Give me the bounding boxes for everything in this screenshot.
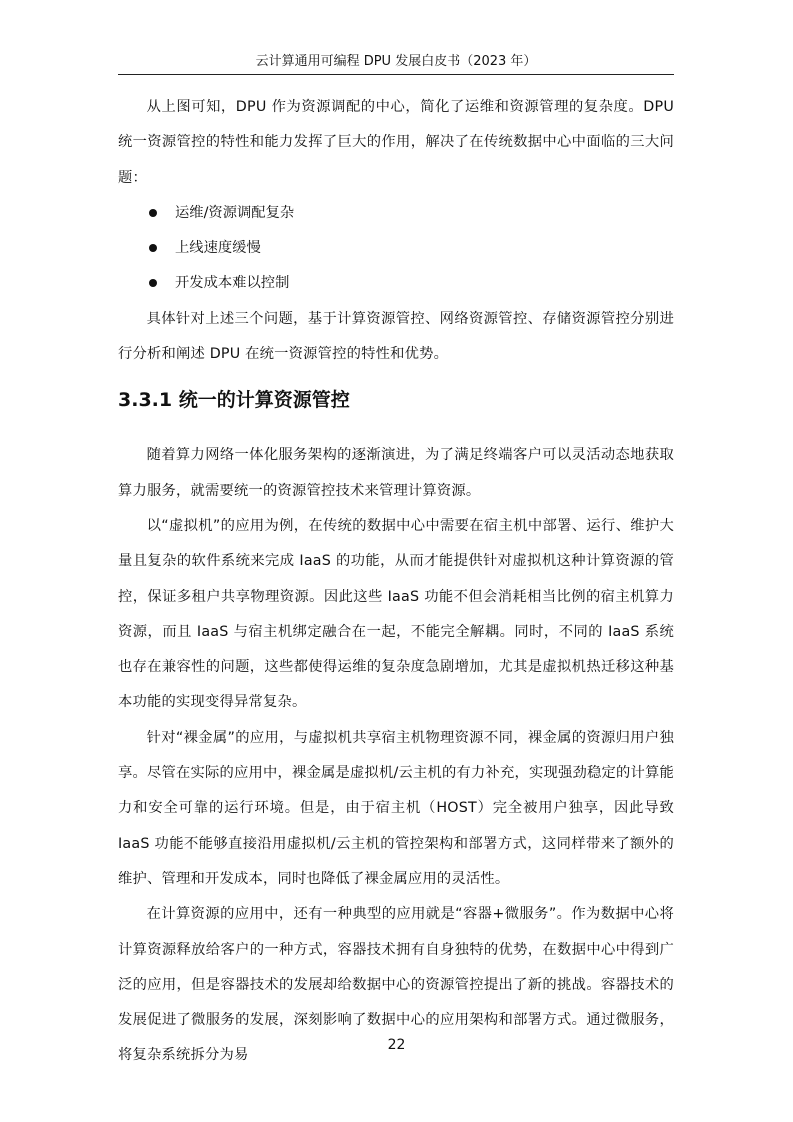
problem-list — [118, 196, 674, 302]
page-body — [118, 90, 674, 1074]
header-divider — [118, 74, 674, 75]
bullet-icon — [149, 244, 157, 252]
body-paragraph: 随着算力网络一体化服务架构的逐渐演进，为了满足终端客户可以灵活动态地获取算力服务，就需要统一的资源管控技术来管理计算资源。 — [118, 447, 674, 499]
bullet-icon — [149, 279, 157, 287]
list-item — [118, 196, 674, 231]
page-number: 22 — [387, 1037, 406, 1053]
list-item — [118, 266, 674, 301]
bullet-icon — [149, 209, 157, 217]
intro-paragraph: 从上图可知，DPU 作为资源调配的中心，简化了运维和资源管理的复杂度。DPU 统一资源管控的特性和能力发挥了巨大的作用，解决了在传统数据中心中面临的三大问题： — [118, 99, 674, 186]
running-header: 云计算通用可编程 DPU 发展白皮书（2023 年） — [255, 54, 537, 69]
body-paragraph: 以“虚拟机”的应用为例，在传统的数据中心中需要在宿主机中部署、运行、维护大量且复杂的软件系统来完成 IaaS 的功能，从而才能提供针对虚拟机这种计算资源的管控，保证多租户共享物理资源。因此这些 IaaS 功能不但会消耗相当比例的宿主机算力资源，而且 IaaS 与宿主机绑定融合在一起，不能完全解耦。同时，不同的 IaaS 系统也存在兼容性的问题，这些都使得运维的复杂度急剧增加，尤其是虚拟机热迁移这种基本功能的实现变得异常复杂。 — [118, 517, 674, 711]
list-item-text: 上线速度缓慢 — [175, 240, 261, 257]
list-item — [118, 231, 674, 266]
section-heading: 3.3.1 统一的计算资源管控 — [118, 389, 350, 412]
body-paragraph: 在计算资源的应用中，还有一种典型的应用就是“容器+微服务”。作为数据中心将计算资源释放给客户的一种方式，容器技术拥有自身独特的优势，在数据中心中得到广泛的应用，但是容器技术的发展却给数据中心的资源管控提出了新的挑战。容器技术的发展促进了微服务的发展，深刻影响了数据中心的应用架构和部署方式。通过微服务，将复杂系统拆分为易 — [118, 906, 674, 1064]
body-paragraph: 针对“裸金属”的应用，与虚拟机共享宿主机物理资源不同，裸金属的资源归用户独享。尽管在实际的应用中，裸金属是虚拟机/云主机的有力补充，实现强劲稳定的计算能力和安全可靠的运行环境。但是，由于宿主机（HOST）完全被用户独享，因此导致 IaaS 功能不能够直接沿用虚拟机/云主机的管控架构和部署方式，这同样带来了额外的维护、管理和开发成本，同时也降低了裸金属应用的灵活性。 — [118, 729, 674, 887]
summary-paragraph: 具体针对上述三个问题，基于计算资源管控、网络资源管控、存储资源管控分别进行分析和阐述 DPU 在统一资源管控的特性和优势。 — [118, 310, 674, 363]
list-item-text: 开发成本难以控制 — [175, 275, 290, 292]
list-item-text: 运维/资源调配复杂 — [175, 204, 295, 221]
